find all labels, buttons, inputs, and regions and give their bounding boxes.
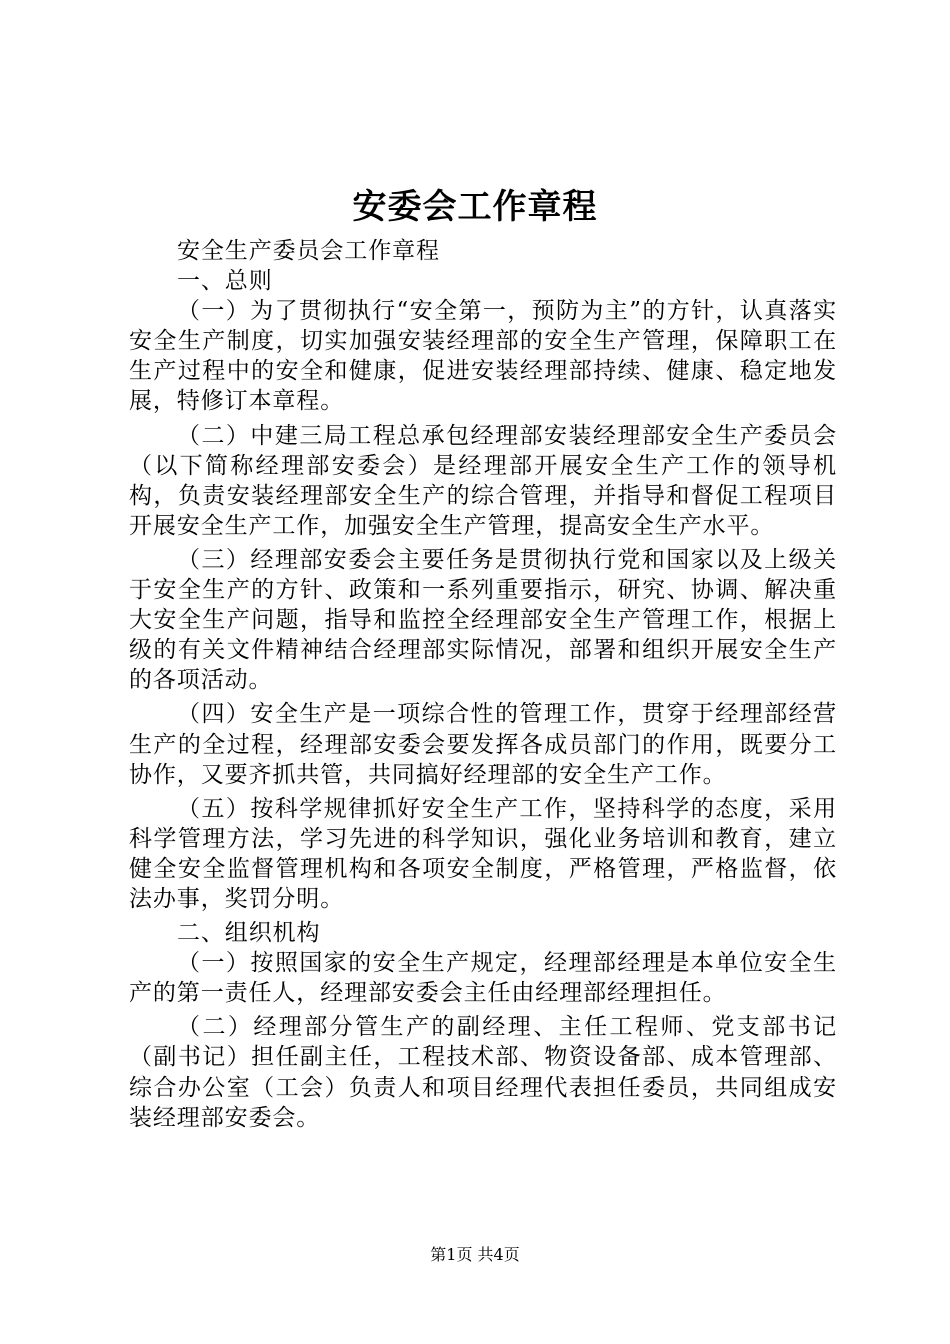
paragraph: （二）经理部分管生产的副经理、主任工程师、党支部书记（副书记）担任副主任，工程技术部、物资设备部、成本管理部、综合办公室（工会）负责人和项目经理代表担任委员，共同组成安装经理部安委会。 <box>129 1014 837 1131</box>
section-heading-general: 一、总则 <box>177 268 273 295</box>
page-footer <box>0 1243 950 1267</box>
section-heading-organization: 二、组织机构 <box>177 920 321 947</box>
document-body <box>129 236 837 1137</box>
page-number: 第1页 共4页 <box>430 1245 520 1264</box>
paragraph: （二）中建三局工程总承包经理部安装经理部安全生产委员会（以下简称经理部安委会）是经理部开展安全生产工作的领导机构，负责安装经理部安全生产的综合管理，并指导和督促工程项目开展安全生产工作，加强安全生产管理，提高安全生产水平。 <box>129 422 837 539</box>
paragraph: （三）经理部安委会主要任务是贯彻执行党和国家以及上级关于安全生产的方针、政策和一系列重要指示，研究、协调、解决重大安全生产问题，指导和监控全经理部安全生产管理工作，根据上级的有关文件精神结合经理部实际情况，部署和组织开展安全生产的各项活动。 <box>129 546 837 694</box>
document-subtitle: 安全生产委员会工作章程 <box>177 238 440 264</box>
paragraph: （一）为了贯彻执行“安全第一，预防为主”的方针，认真落实安全生产制度，切实加强安装经理部的安全生产管理，保障职工在生产过程中的安全和健康，促进安装经理部持续、健康、稳定地发展，特修订本章程。 <box>129 298 837 415</box>
document-title: 安委会工作章程 <box>352 187 598 227</box>
paragraph: （四）安全生产是一项综合性的管理工作，贯穿于经理部经营生产的全过程，经理部安委会要发挥各成员部门的作用，既要分工协作，又要齐抓共管，共同搞好经理部的安全生产工作。 <box>129 701 837 788</box>
paragraph: （五）按科学规律抓好安全生产工作，坚持科学的态度，采用科学管理方法，学习先进的科学知识，强化业务培训和教育，建立健全安全监督管理机构和各项安全制度，严格管理，严格监督，依法办事，奖罚分明。 <box>129 795 837 912</box>
paragraph: （一）按照国家的安全生产规定，经理部经理是本单位安全生产的第一责任人，经理部安委会主任由经理部经理担任。 <box>129 950 837 1007</box>
